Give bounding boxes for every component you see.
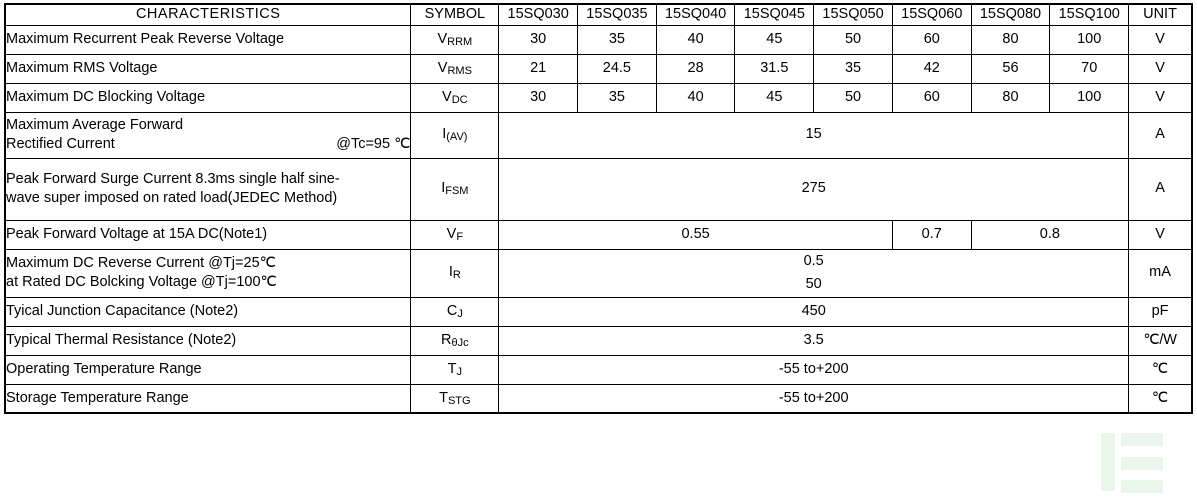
row-symbol [411,326,499,355]
row-value: 40 [656,83,735,112]
symbol-main: V [437,30,448,47]
row-value: 35 [814,54,893,83]
symbol-sub: J [457,307,463,320]
row-value-span [499,249,1129,297]
row-characteristic: Maximum Recurrent Peak Reverse Voltage [5,25,411,54]
table-header-row [5,4,1192,25]
row-value: 45 [735,83,814,112]
row-symbol [411,220,499,249]
row-characteristic-line2: at Rated DC Bolcking Voltage @Tj=100℃ [6,274,277,291]
row-characteristic-condition: @Tc=95 ℃ [336,136,411,153]
row-characteristic: Tyical Junction Capacitance (Note2) [5,297,411,326]
row-symbol [411,297,499,326]
table-row [5,326,1192,355]
row-characteristic: Peak Forward Voltage at 15A DC(Note1) [5,220,411,249]
row-value: 100 [1050,83,1129,112]
row-symbol [411,83,499,112]
symbol-sub: R [452,269,461,282]
table-row [5,220,1192,249]
symbol-main: R [441,331,452,348]
row-characteristic: Typical Thermal Resistance (Note2) [5,326,411,355]
symbol-main: V [437,59,448,76]
row-value: 35 [578,83,657,112]
row-value: 80 [971,25,1050,54]
header-part-15SQ040: 15SQ040 [656,4,735,25]
row-value: 40 [656,25,735,54]
symbol-main: T [439,389,448,406]
row-value: 56 [971,54,1050,83]
row-value-line2: 50 [805,276,822,293]
row-value-span: 3.5 [499,326,1129,355]
header-part-15SQ060: 15SQ060 [892,4,971,25]
row-unit: ℃ [1129,355,1192,384]
row-value-group: 0.7 [892,220,971,249]
symbol-sub: J [456,365,463,378]
row-characteristic [5,112,411,158]
row-characteristic [5,249,411,297]
row-characteristic: Storage Temperature Range [5,384,411,413]
symbol-main: I [441,180,446,197]
symbol-sub: FSM [445,185,469,198]
row-value-group: 0.55 [499,220,893,249]
symbol-sub: RMS [447,64,472,77]
symbol-sub: DC [451,93,468,106]
row-value: 45 [735,25,814,54]
header-part-15SQ035: 15SQ035 [578,4,657,25]
row-value-group: 0.8 [971,220,1128,249]
row-symbol [411,384,499,413]
row-value: 30 [499,83,578,112]
table-row [5,25,1192,54]
symbol-sub: (AV) [446,131,468,144]
row-value-span: -55 to+200 [499,384,1129,413]
row-value: 70 [1050,54,1129,83]
table-row [5,384,1192,413]
table-row [5,112,1192,158]
symbol-main: I [442,126,447,143]
symbol-sub: RRM [447,35,473,48]
symbol-sub: STG [447,394,471,407]
row-symbol [411,54,499,83]
row-unit: V [1129,25,1192,54]
table-row [5,297,1192,326]
row-characteristic-line1: Peak Forward Surge Current 8.3ms single half sine- [6,170,340,187]
symbol-main: I [448,264,453,281]
row-value: 60 [892,25,971,54]
row-value: 31.5 [735,54,814,83]
row-value: 60 [892,83,971,112]
row-value: 80 [971,83,1050,112]
row-value: 50 [814,25,893,54]
header-part-15SQ030: 15SQ030 [499,4,578,25]
row-characteristic-line2-wrap [6,135,410,155]
row-characteristic: Operating Temperature Range [5,355,411,384]
table-row [5,158,1192,220]
row-unit: ℃/W [1129,326,1192,355]
symbol-main: C [446,302,458,319]
row-symbol [411,25,499,54]
row-symbol [411,158,499,220]
row-value-lines [499,250,1128,297]
symbol-sub: θJc [451,336,469,349]
row-value: 100 [1050,25,1129,54]
row-characteristic-line1: Maximum DC Reverse Current @Tj=25℃ [6,254,276,271]
row-unit: pF [1129,297,1192,326]
row-characteristic: Maximum DC Blocking Voltage [5,83,411,112]
row-value-span: 15 [499,112,1129,158]
header-characteristics: CHARACTERISTICS [5,4,411,25]
row-value: 21 [499,54,578,83]
electrical-characteristics-table [4,3,1193,414]
row-unit: mA [1129,249,1192,297]
row-unit: A [1129,158,1192,220]
row-value-span: 450 [499,297,1129,326]
row-value: 35 [578,25,657,54]
row-value-span: -55 to+200 [499,355,1129,384]
header-unit: UNIT [1129,4,1192,25]
row-characteristic [5,158,411,220]
row-value-span: 275 [499,158,1129,220]
row-unit: A [1129,112,1192,158]
header-part-15SQ080: 15SQ080 [971,4,1050,25]
row-symbol [411,355,499,384]
row-unit: V [1129,83,1192,112]
header-symbol: SYMBOL [411,4,499,25]
symbol-main: T [447,360,457,377]
row-symbol [411,249,499,297]
watermark-logo [1097,427,1187,497]
row-characteristic-line2: Rectified Current [6,136,115,153]
row-unit: V [1129,220,1192,249]
row-value: 24.5 [578,54,657,83]
row-value: 50 [814,83,893,112]
header-part-15SQ100: 15SQ100 [1050,4,1129,25]
symbol-main: V [442,88,452,105]
row-value: 28 [656,54,735,83]
table-row [5,249,1192,297]
row-unit: V [1129,54,1192,83]
table-row [5,83,1192,112]
table-row [5,355,1192,384]
row-unit: ℃ [1129,384,1192,413]
row-symbol [411,112,499,158]
table-row [5,54,1192,83]
header-part-15SQ045: 15SQ045 [735,4,814,25]
row-characteristic: Maximum RMS Voltage [5,54,411,83]
row-characteristic-line1: Maximum Average Forward [6,116,184,133]
row-value: 42 [892,54,971,83]
symbol-sub: F [456,230,464,243]
row-value-line1: 0.5 [803,252,824,269]
row-characteristic-line2: wave super imposed on rated load(JEDEC Method) [6,190,338,207]
symbol-main: V [446,225,457,242]
header-part-15SQ050: 15SQ050 [814,4,893,25]
row-value: 30 [499,25,578,54]
